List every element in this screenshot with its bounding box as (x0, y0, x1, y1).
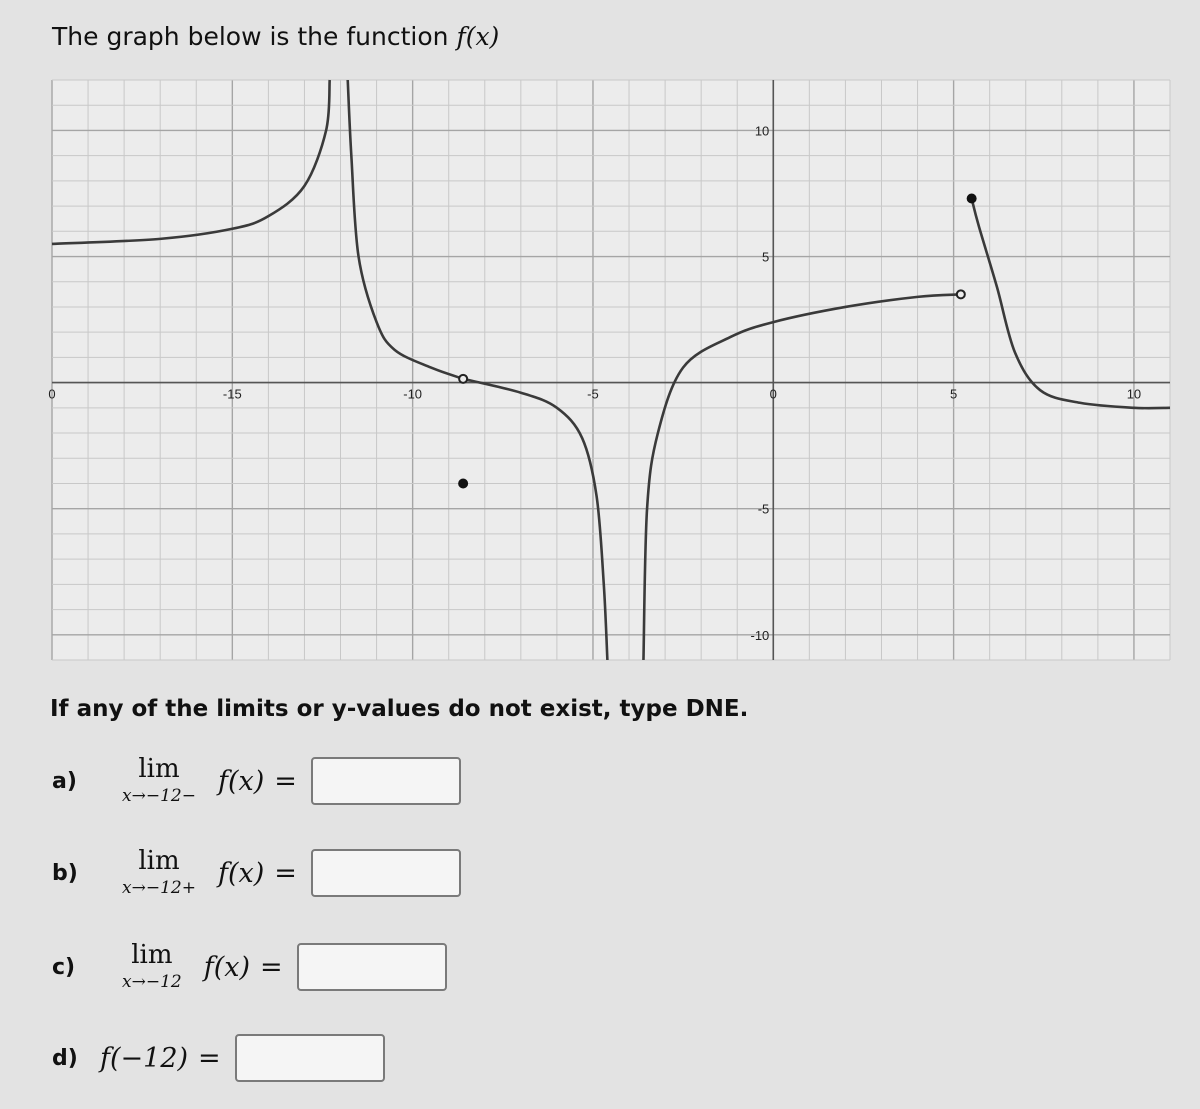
answer-input-a[interactable] (311, 757, 461, 805)
limit-operator (122, 848, 196, 898)
function-expression: f(x) (217, 765, 265, 797)
x-tick-label: 0 (769, 386, 777, 402)
lim-word: lim (131, 940, 173, 970)
open-point (957, 290, 965, 298)
equals-sign: = (274, 857, 297, 889)
function-expression: f(x) (217, 857, 265, 889)
question-letter: b) (52, 860, 78, 886)
graph-background (52, 80, 1170, 660)
question-a (52, 756, 461, 806)
question-d (52, 1034, 385, 1082)
problem-title (52, 22, 499, 51)
x-tick-label: -5 (587, 386, 599, 402)
limit-approach: x→−12 (122, 972, 182, 992)
equals-sign: = (274, 765, 297, 797)
equals-sign: = (260, 951, 283, 983)
question-letter: d) (52, 1045, 78, 1071)
function-value-expression: f(−12) (100, 1042, 189, 1074)
limit-operator (122, 756, 196, 806)
question-b (52, 848, 461, 898)
y-tick-label: -10 (750, 627, 770, 643)
answer-input-c[interactable] (297, 943, 447, 991)
limit-operator (122, 942, 182, 992)
x-tick-label: 0 (48, 386, 56, 402)
lim-word: lim (138, 754, 180, 784)
open-point (459, 375, 467, 383)
answer-input-d[interactable] (235, 1034, 385, 1082)
x-tick-label: 10 (1126, 386, 1142, 402)
equals-sign: = (198, 1042, 221, 1074)
lim-word: lim (138, 846, 180, 876)
question-c (52, 942, 447, 992)
x-tick-label: 5 (949, 386, 958, 402)
limit-approach: x→−12+ (122, 878, 196, 898)
instructions: If any of the limits or y-values do not exist, type DNE. (50, 696, 749, 722)
closed-point (967, 194, 977, 204)
y-tick-label: 10 (754, 123, 770, 139)
title-text: The graph below is the function (52, 22, 449, 51)
grid (52, 80, 1170, 660)
x-tick-label: -15 (222, 386, 242, 402)
y-tick-label: -5 (757, 501, 770, 517)
y-tick-label: 5 (762, 249, 770, 265)
question-letter: c) (52, 954, 76, 980)
function-graph (0, 70, 1200, 670)
answer-input-b[interactable] (311, 849, 461, 897)
function-expression: f(x) (203, 951, 251, 983)
limit-approach: x→−12− (122, 786, 196, 806)
closed-point (458, 478, 468, 488)
question-letter: a) (52, 768, 77, 794)
x-tick-label: -10 (403, 386, 423, 402)
title-function: f(x) (456, 22, 500, 51)
